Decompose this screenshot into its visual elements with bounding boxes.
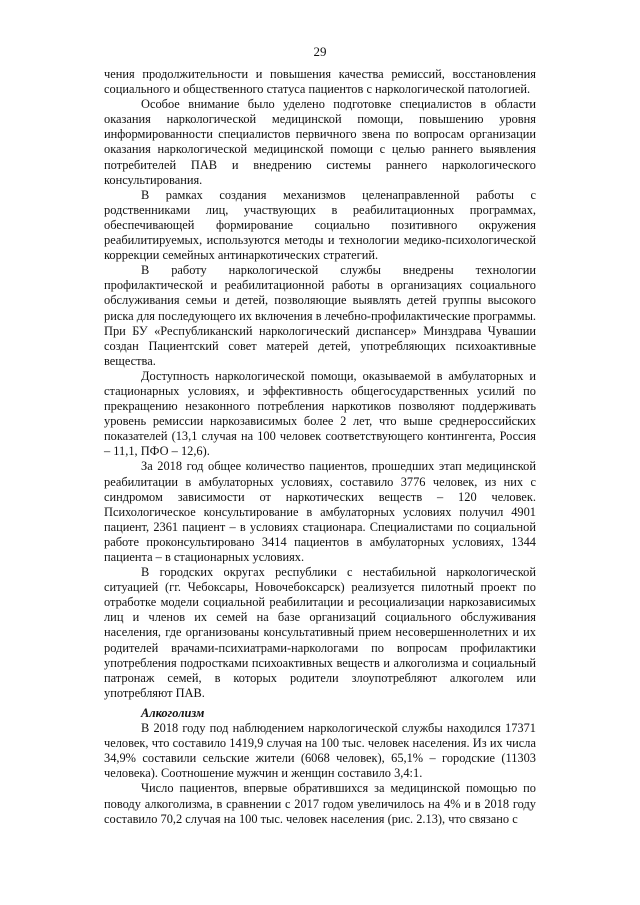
paragraph-continuation: чения продолжительности и повышения качества ремиссий, восстановления социального и общественного статуса пациентов с наркологической патологией. xyxy=(104,67,536,97)
paragraph: В рамках создания механизмов целенаправленной работы с родственниками лиц, участвующих в реабилитационных программах, обеспечивающей формирование социально позитивного окружения реабилитируемых, используются методы и технологии медико-психологической коррекции семейных антинаркотических стратегий. xyxy=(104,187,536,263)
paragraph: В работу наркологической службы внедрены технологии профилактической и реабилитационной работы в организациях социального обслуживания семьи и детей, позволяющие выявлять детей группы высокого риска для последующего их включения в лечебно-профилактические программы. При БУ «Республиканский наркологический диспансер» Минздрава Чувашии создан Пациентский совет матерей детей, употребляющих психоактивные вещества. xyxy=(104,263,536,368)
paragraph: Число пациентов, впервые обратившихся за медицинской помощью по поводу алкоголизма, в сравнении с 2017 годом увеличилось на 4% и в 2018 году составило 70,2 случая на 100 тыс. человек населения (рис. 2.13), что связано с xyxy=(104,781,536,826)
section-heading: Алкоголизм xyxy=(141,705,205,720)
paragraph: Особое внимание было уделено подготовке специалистов в области оказания наркологической медицинской помощи, повышению уровня информированности специалистов первичного звена по вопросам организации оказания наркологической медицинской помощи с целью раннего выявления потребителей ПАВ и внедрению системы раннего наркологического консультирования. xyxy=(104,97,536,187)
paragraph: Доступность наркологической помощи, оказываемой в амбулаторных и стационарных условиях, и эффективность общегосударственных усилий по прекращению незаконного потребления наркотиков позволяют поддерживать уровень ремиссии наркозависимых более 2 лет, что выше среднероссийских показателей (13,1 случая на 100 человек соответствующего контингента, Россия – 11,1, ПФО – 12,6). xyxy=(104,368,536,459)
page-number: 29 xyxy=(313,44,327,59)
paragraph: За 2018 год общее количество пациентов, прошедших этап медицинской реабилитации в амбулаторных условиях, составило 3776 человек, из них с синдромом зависимости от наркотических веществ – 120 человек. Психологическое консультирование в амбулаторных условиях получил 4901 пациент, 2361 пациент – в условиях стационара. Специалистами по социальной работе проконсультировано 3414 пациентов в амбулаторных условиях, 1344 пациента – в стационарных условиях. xyxy=(104,459,536,564)
paragraph: В 2018 году под наблюдением наркологической службы находился 17371 человек, что составило 1419,9 случая на 100 тыс. человек населения. Из их числа 34,9% составили сельские жители (6068 человек), 65,1% – городские (11303 человека). Соотношение мужчин и женщин составило 3,4:1. xyxy=(104,721,536,781)
paragraph: В городских округах республики с нестабильной наркологической ситуацией (гг. Чебоксары, Новочебоксарск) реализуется пилотный проект по отработке модели социальной реабилитации и ресоциализации наркозависимых лиц и членов их семей на базе организаций социального обслуживания населения, где организованы консультативный прием несовершеннолетних и их родителей врачами-психиатрами-наркологами по вопросам профилактики употребления подростками психоактивных веществ и алкоголизма и социальный патронаж семей, в которых родители злоупотребляют алкоголем или употребляют ПАВ. xyxy=(104,565,536,700)
document-body xyxy=(104,67,536,827)
